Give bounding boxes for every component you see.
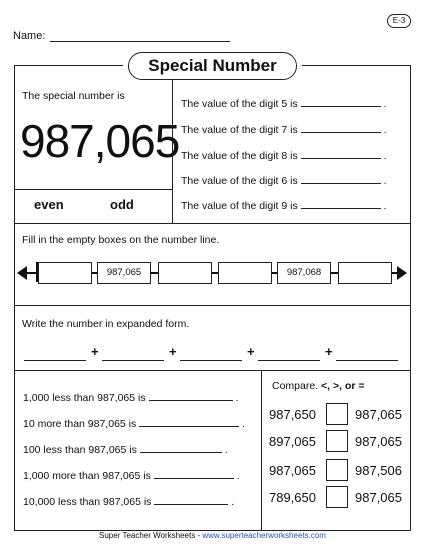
arrow-right-icon bbox=[397, 266, 407, 280]
compare-right-value: 987,065 bbox=[355, 407, 402, 422]
plus-sign: + bbox=[325, 344, 333, 359]
compare-answer-box[interactable] bbox=[326, 430, 348, 452]
digit-value-row: The value of the digit 6 is . bbox=[181, 175, 387, 187]
digit-value-row: The value of the digit 9 is . bbox=[181, 200, 387, 212]
number-line-box[interactable] bbox=[338, 262, 392, 284]
answer-blank[interactable] bbox=[140, 452, 222, 453]
answer-blank[interactable] bbox=[154, 504, 228, 505]
answer-blank[interactable] bbox=[301, 106, 381, 107]
digit-value-row: The value of the digit 5 is . bbox=[181, 98, 387, 110]
worksheet-code-badge: E-3 bbox=[387, 14, 411, 28]
divider-after-top bbox=[14, 223, 411, 224]
number-line-box[interactable] bbox=[38, 262, 92, 284]
divider-after-expanded bbox=[14, 370, 411, 371]
footer-separator: - bbox=[197, 531, 201, 540]
name-label: Name: bbox=[13, 30, 46, 42]
compare-right-value: 987,065 bbox=[355, 490, 402, 505]
compare-answer-box[interactable] bbox=[326, 486, 348, 508]
expanded-blank[interactable] bbox=[102, 360, 164, 361]
answer-blank[interactable] bbox=[301, 183, 381, 184]
more-less-row: 100 less than 987,065 is . bbox=[23, 444, 228, 456]
special-number: 987,065 bbox=[20, 115, 180, 167]
divider-even-odd bbox=[14, 189, 172, 190]
answer-blank[interactable] bbox=[301, 158, 381, 159]
compare-left-value: 897,065 bbox=[269, 434, 316, 449]
number-line-box[interactable] bbox=[158, 262, 212, 284]
divider-bottom-vertical bbox=[261, 370, 262, 531]
more-less-row: 1,000 more than 987,065 is . bbox=[23, 470, 240, 482]
plus-sign: + bbox=[91, 344, 99, 359]
compare-answer-box[interactable] bbox=[326, 459, 348, 481]
more-less-row: 10 more than 987,065 is . bbox=[23, 418, 246, 430]
special-number-label: The special number is bbox=[22, 90, 125, 102]
digit-value-row: The value of the digit 8 is . bbox=[181, 150, 387, 162]
even-option[interactable]: even bbox=[34, 197, 64, 212]
footer-link[interactable]: www.superteacherworksheets.com bbox=[202, 531, 326, 540]
more-less-row: 10,000 less than 987,065 is . bbox=[23, 496, 235, 508]
expanded-blank[interactable] bbox=[336, 360, 398, 361]
odd-option[interactable]: odd bbox=[110, 197, 134, 212]
answer-blank[interactable] bbox=[149, 400, 233, 401]
compare-left-value: 987,650 bbox=[269, 407, 316, 422]
plus-sign: + bbox=[169, 344, 177, 359]
answer-blank[interactable] bbox=[301, 132, 381, 133]
number-line-box: 987,065 bbox=[97, 262, 151, 284]
digit-value-row: The value of the digit 7 is . bbox=[181, 124, 387, 136]
title-tab-right bbox=[297, 57, 302, 75]
answer-blank[interactable] bbox=[154, 478, 234, 479]
plus-sign: + bbox=[247, 344, 255, 359]
compare-left-value: 987,065 bbox=[269, 463, 316, 478]
expanded-blank[interactable] bbox=[258, 360, 320, 361]
divider-after-number-line bbox=[14, 305, 411, 306]
more-less-row: 1,000 less than 987,065 is . bbox=[23, 392, 239, 404]
compare-answer-box[interactable] bbox=[326, 403, 348, 425]
expanded-blank[interactable] bbox=[180, 360, 242, 361]
expanded-blank[interactable] bbox=[24, 360, 86, 361]
number-line-instruction: Fill in the empty boxes on the number line. bbox=[22, 234, 220, 246]
compare-right-value: 987,065 bbox=[355, 434, 402, 449]
answer-blank[interactable] bbox=[301, 208, 381, 209]
compare-instruction: Compare. <, >, or = bbox=[272, 380, 365, 392]
page-title: Special Number bbox=[128, 52, 297, 80]
footer-brand: Super Teacher Worksheets bbox=[99, 531, 196, 540]
name-field[interactable] bbox=[50, 41, 230, 42]
answer-blank[interactable] bbox=[139, 426, 239, 427]
compare-right-value: 987,506 bbox=[355, 463, 402, 478]
number-line-box: 987,068 bbox=[277, 262, 331, 284]
compare-left-value: 789,650 bbox=[269, 490, 316, 505]
expanded-form-instruction: Write the number in expanded form. bbox=[22, 318, 190, 330]
footer bbox=[0, 531, 425, 540]
arrow-left-icon bbox=[17, 266, 27, 280]
number-line-box[interactable] bbox=[218, 262, 272, 284]
